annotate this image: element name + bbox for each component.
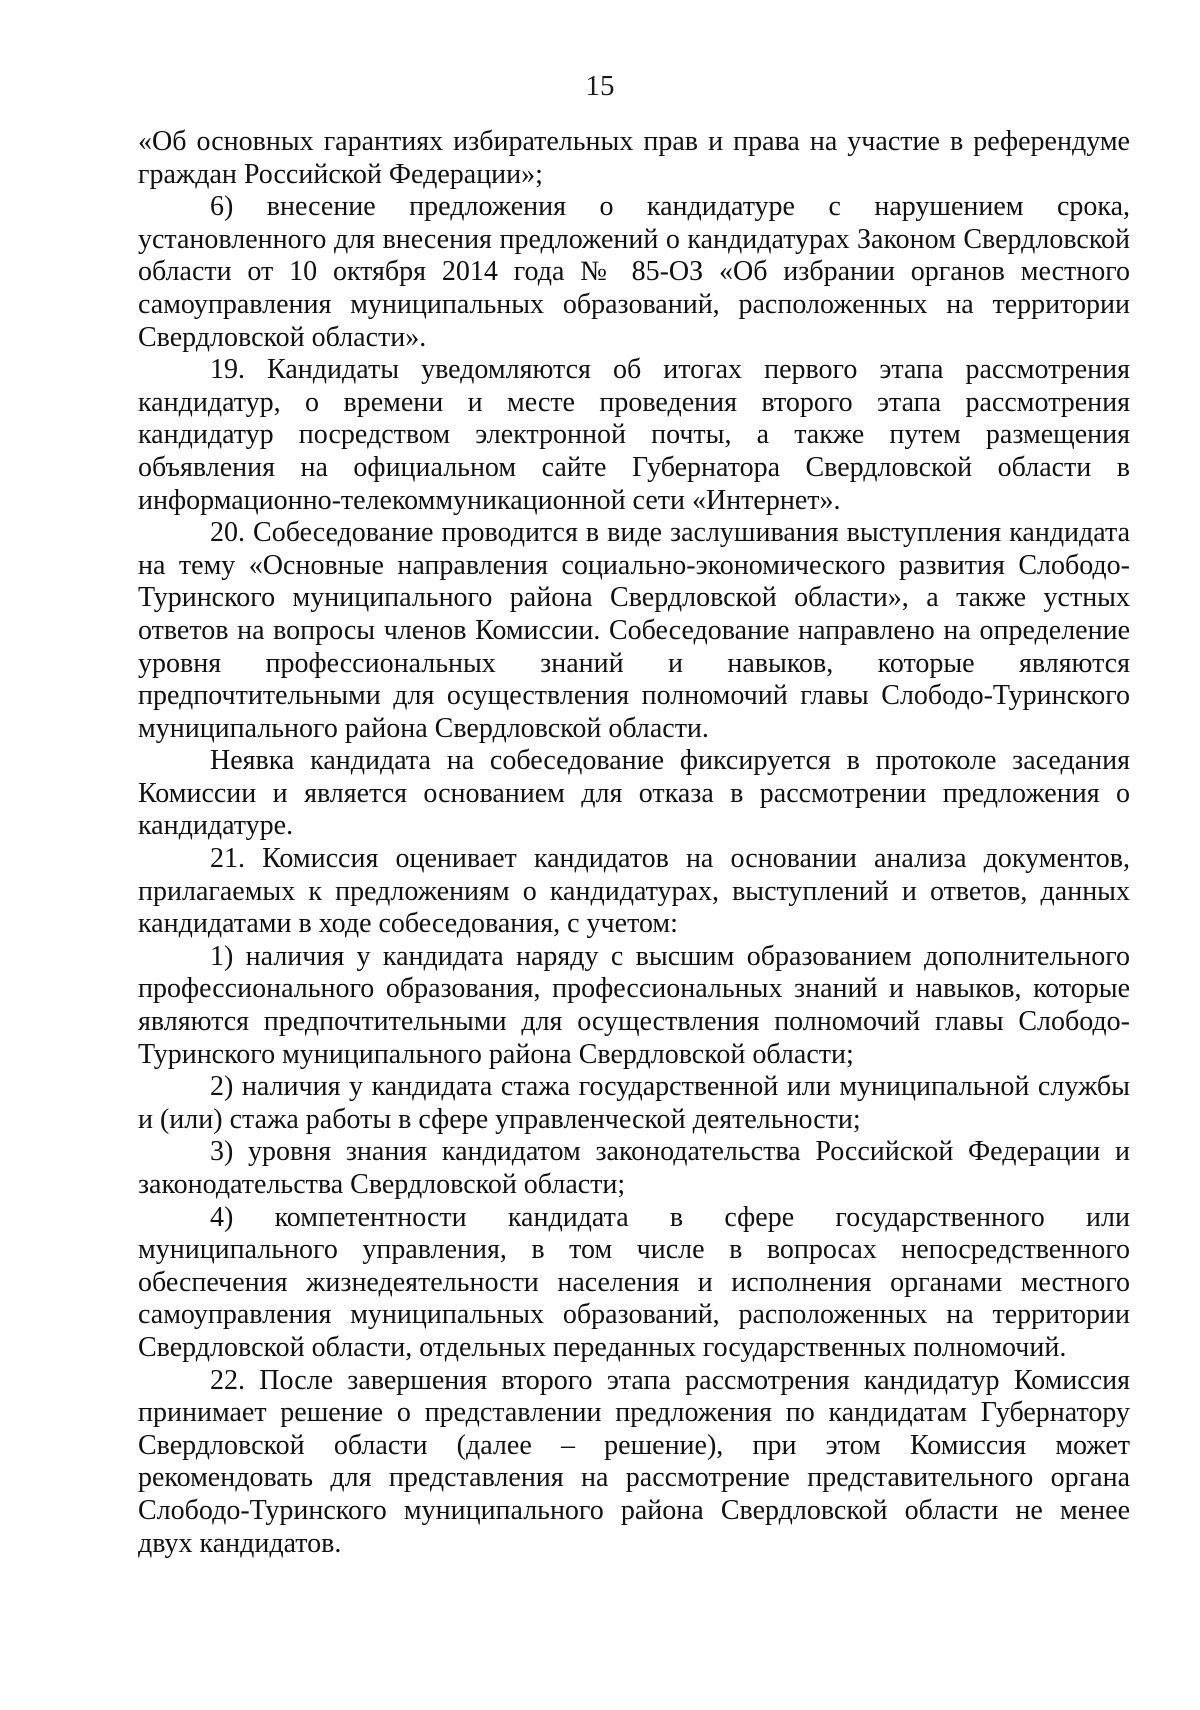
paragraph-clause-19: 19. Кандидаты уведомляются об итогах первого этапа рассмотрения кандидатур, о времени и месте проведения второго этапа рассмотрения кандидатур посредством электронной почты, а также путем размещения объявления на официальном сайте Губернатора Свердловской области в информационно-телекоммуникационной сети «Интернет».: [138, 354, 1130, 516]
paragraph-criterion-3: 3) уровня знания кандидатом законодательства Российской Федерации и законодательства Свердловской области;: [138, 1136, 1130, 1200]
paragraph-criterion-2: 2) наличия у кандидата стажа государственной или муниципальной службы и (или) стажа работы в сфере управленческой деятельности;: [138, 1071, 1130, 1135]
page-number: 15: [585, 70, 615, 102]
paragraph-absence-note: Неявка кандидата на собеседование фиксируется в протоколе заседания Комиссии и является основанием для отказа в рассмотрении предложения о кандидатуре.: [138, 745, 1130, 842]
paragraph-criterion-4: 4) компетентности кандидата в сфере государственного или муниципального управления, в том числе в вопросах непосредственного обеспечения жизнедеятельности населения и исполнения органами местного самоуправления муниципальных образований, расположенных на территории Свердловской области, отдельных переданных государственных полномочий.: [138, 1201, 1130, 1363]
paragraph-continuation: «Об основных гарантиях избирательных прав и права на участие в референдуме граждан Российской Федерации»;: [138, 126, 1130, 190]
paragraph-clause-20: 20. Собеседование проводится в виде заслушивания выступления кандидата на тему «Основные направления социально-экономического развития Слободо-Туринского муниципального района Свердловской области», а также устных ответов на вопросы членов Комиссии. Собеседование направлено на определение уровня профессиональных знаний и навыков, которые являются предпочтительными для осуществления полномочий главы Слободо-Туринского муниципального района Свердловской области.: [138, 517, 1130, 744]
paragraph-clause-21: 21. Комиссия оценивает кандидатов на основании анализа документов, прилагаемых к предложениям о кандидатурах, выступлений и ответов, данных кандидатами в ходе собеседования, с учетом:: [138, 843, 1130, 940]
paragraph-criterion-1: 1) наличия у кандидата наряду с высшим образованием дополнительного профессионального образования, профессиональных знаний и навыков, которые являются предпочтительными для осуществления полномочий главы Слободо-Туринского муниципального района Свердловской области;: [138, 940, 1130, 1070]
document-body: [138, 126, 1130, 1560]
paragraph-item-6: 6) внесение предложения о кандидатуре с нарушением срока, установленного для внесения предложений о кандидатурах Законом Свердловской области от 10 октября 2014 года № 85-ОЗ «Об избрании органов местного самоуправления муниципальных образований, расположенных на территории Свердловской области».: [138, 191, 1130, 353]
paragraph-clause-22: 22. После завершения второго этапа рассмотрения кандидатур Комиссия принимает решение о представлении предложения по кандидатам Губернатору Свердловской области (далее – решение), при этом Комиссия может рекомендовать для представления на рассмотрение представительного органа Слободо-Туринского муниципального района Свердловской области не менее двух кандидатов.: [138, 1364, 1130, 1559]
